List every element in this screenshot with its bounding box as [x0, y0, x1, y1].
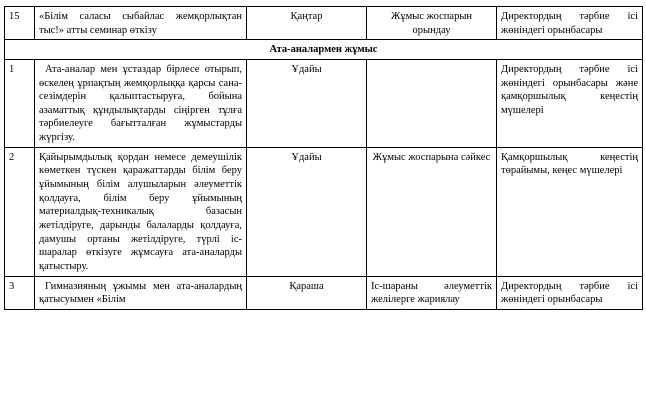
- row-activity: Қайырымдылық қордан немесе демеушілік көметкен түскен қаражаттарды білім беру ұйымының білім алушыларын әлеуметтік қолдауға, білім беру ұйымының материалдық-техникалық базасын жетілдіруге, дарынды балаларды қолдауға, дамушы ортаны жетілдіруге, түрлі іс-шаралар өткізуге жұмсауға ата-аналарды қатыстыру.: [35, 147, 247, 276]
- row-activity: Ата-аналар мен ұстаздар бірлесе отырып, өскелең ұрпақтың жемқорлыққа қарсы сана-сезімдерін қалыптастыруға, бойына азаматтық құндылықтарды сіңірген тұлға тәрбиелеуге бағытталған жұмыстарды жүргізу.: [35, 59, 247, 147]
- row-number: 2: [5, 147, 35, 276]
- row-time: Қаңтар: [247, 7, 367, 40]
- row-responsible: Директордың тәрбие ісі жөніндегі орынбасары: [497, 276, 643, 309]
- row-number: 3: [5, 276, 35, 309]
- row-time: Ұдайы: [247, 59, 367, 147]
- row-form: Іс-шараны әлеуметтік желілерге жариялау: [367, 276, 497, 309]
- row-activity: Гимназияның ұжымы мен ата-аналардың қатысуымен «Білім: [35, 276, 247, 309]
- row-responsible: Қамқоршылық кеңестің төрайымы, кеңес мүшелері: [497, 147, 643, 276]
- row-responsible: Директордың тәрбие ісі жөніндегі орынбасары: [497, 7, 643, 40]
- row-time: Ұдайы: [247, 147, 367, 276]
- row-time: Қараша: [247, 276, 367, 309]
- table-row: [5, 276, 643, 309]
- section-heading-row: [5, 40, 643, 60]
- action-plan-table: [4, 6, 643, 310]
- table-row: [5, 59, 643, 147]
- section-heading: Ата-аналармен жұмыс: [5, 40, 643, 60]
- row-responsible: Директордың тәрбие ісі жөніндегі орынбасары және қамқоршылық кеңестің мүшелері: [497, 59, 643, 147]
- table-row: [5, 7, 643, 40]
- row-activity: «Білім саласы сыбайлас жемқорлықтан тыс!» атты семинар өткізу: [35, 7, 247, 40]
- row-form: [367, 59, 497, 147]
- row-number: 15: [5, 7, 35, 40]
- row-form: Жұмыс жоспарын орындау: [367, 7, 497, 40]
- row-form: Жұмыс жоспарына сәйкес: [367, 147, 497, 276]
- row-number: 1: [5, 59, 35, 147]
- table-row: [5, 147, 643, 276]
